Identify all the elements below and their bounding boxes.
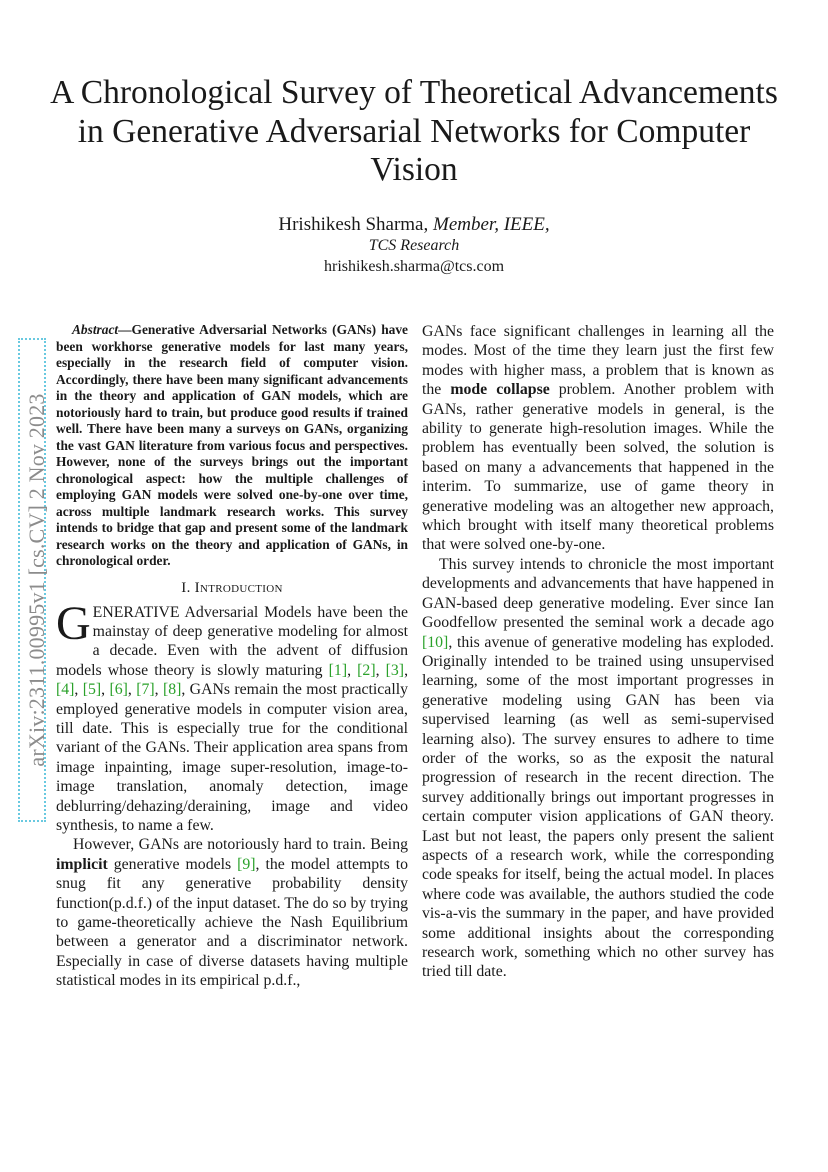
intro-paragraph-1 [56,596,409,836]
text-run: generative models [107,855,238,873]
citation-link[interactable]: [8] [162,681,182,699]
author-line [100,214,728,235]
citation-link[interactable]: [9] [237,855,256,873]
author-role: Member, IEEE, [433,214,550,235]
citation-link[interactable]: [10] [422,633,449,651]
citation-link[interactable]: [1] [328,661,348,679]
text-run: This survey intends to chronicle the most important developments and advancements that have happened in GAN-based deep generative modeling. Ever since Ian Goodfellow presented the seminal work a decade ago [422,555,774,632]
citation-link[interactable]: [5] [82,681,102,699]
citation-link[interactable]: [6] [109,681,128,699]
author-block [100,214,728,277]
abstract-text: —Generative Adversarial Networks (GANs) have been workhorse generative models for last many years, especially in the research field of computer vision. Accordingly, there have been many significant advancements in the theory and application of GAN models, which are notoriously hard to train, but produce good results if trained well. There have been many a surveys on GANs, organizing the vast GAN literature from various focus and perspectives. However, none of the surveys brings out the important chronological aspect: how the multiple challenges of employing GAN models were solved one-by-one over time, across multiple landmark research works. This survey intends to bridge that gap and present some of the landmark research works on the theory and application of GANs, in chronological order. [56,322,408,568]
text-run: , [404,661,409,679]
bold-term: implicit [56,855,108,873]
intro-paragraph-3 [422,555,774,982]
paper-title: A Chronological Survey of Theoretical Advancements in Generative Adversarial Networks for Computer Vision [50,74,778,188]
text-run: , [347,661,358,679]
bold-term: mode collapse [450,381,550,399]
text-run: , [375,661,386,679]
citation-link[interactable]: [7] [136,681,155,699]
right-column [422,322,774,982]
abstract-label: Abstract [72,322,119,337]
text-run: , [74,681,83,699]
text-run: , the model attempts to snug fit any generative probability density function(p.d.f.) of the input dataset. The do so by trying to game-theoretically achieve the Nash Equilibrium between a generator and a discriminator network. Especially in case of diverse datasets having multiple statistical modes in its empirical p.d.f., [56,855,408,990]
intro-paragraph-2 [56,835,408,990]
section-heading: I. Introduction [181,579,283,596]
abstract [56,322,408,570]
citation-link[interactable]: [3] [385,661,405,679]
author-email: hrishikesh.sharma@tcs.com [323,258,505,275]
citation-link[interactable]: [4] [56,681,75,699]
author-affiliation: TCS Research [368,237,460,254]
intro-paragraph-2-continued [422,322,774,555]
arxiv-watermark: arXiv:2311.00995v1 [cs.CV] 2 Nov 2023 [24,393,49,767]
text-run: ENERATIVE Adversarial Models have been the mainstay of deep generative modeling for almost a decade. Even with the advent of diffusion models whose theory is slowly maturing [56,603,408,679]
text-run: GANs face significant challenges in learning all the modes. Most of the time they learn just the first few modes with higher mass, a problem that is known as the [422,323,774,399]
citation-link[interactable]: [2] [357,661,376,679]
text-run: problem. Another problem with GANs, rather generative models in general, is the ability to generate high-resolution images. While the problem has eventually been solved, the solution is based on many a advancements that happened in the interim. To summarize, use of game theory in generative modeling was an altogether new approach, which brought with itself many theoretical problems that were solved one-by-one. [422,381,775,554]
left-column [56,322,408,991]
text-run: , GANs remain the most practically employed generative models in computer vision area, till date. This is especially true for the conditional variant of the GANs. Their application area spans from image inpainting, image super-resolution, image-to-image translation, anomaly detection, image deblurring/dehazing/deraining, image and video synthesis, to name a few. [56,681,408,834]
text-run: However, GANs are notoriously hard to train. Being [73,836,408,854]
text-run: , this avenue of generative modeling has exploded. Originally intended to be trained using unsupervised learning, some of the most important progresses in generative modeling using GAN has been via supervised learning (as well as semi-supervised learning also). The survey ensures to adhere to time order of the works, so as the exposit the natural progression of research in the recent direction. The survey additionally brings out important progresses in certain computer vision applications of GAN theory. Last but not least, the papers only present the salient aspects of a research work, while the corresponding code speaks for itself, being the actual model. In places where code was available, the authors studied the code vis-a-vis the summary in the paper, and have provided some additional insights about the corresponding research work, something which no other survey has tried till date. [422,633,774,981]
text-run: , [127,681,137,699]
text-run: , [101,681,110,699]
drop-cap: G [56,596,91,650]
author-name: Hrishikesh Sharma, [278,214,429,235]
text-run: , [154,681,163,699]
